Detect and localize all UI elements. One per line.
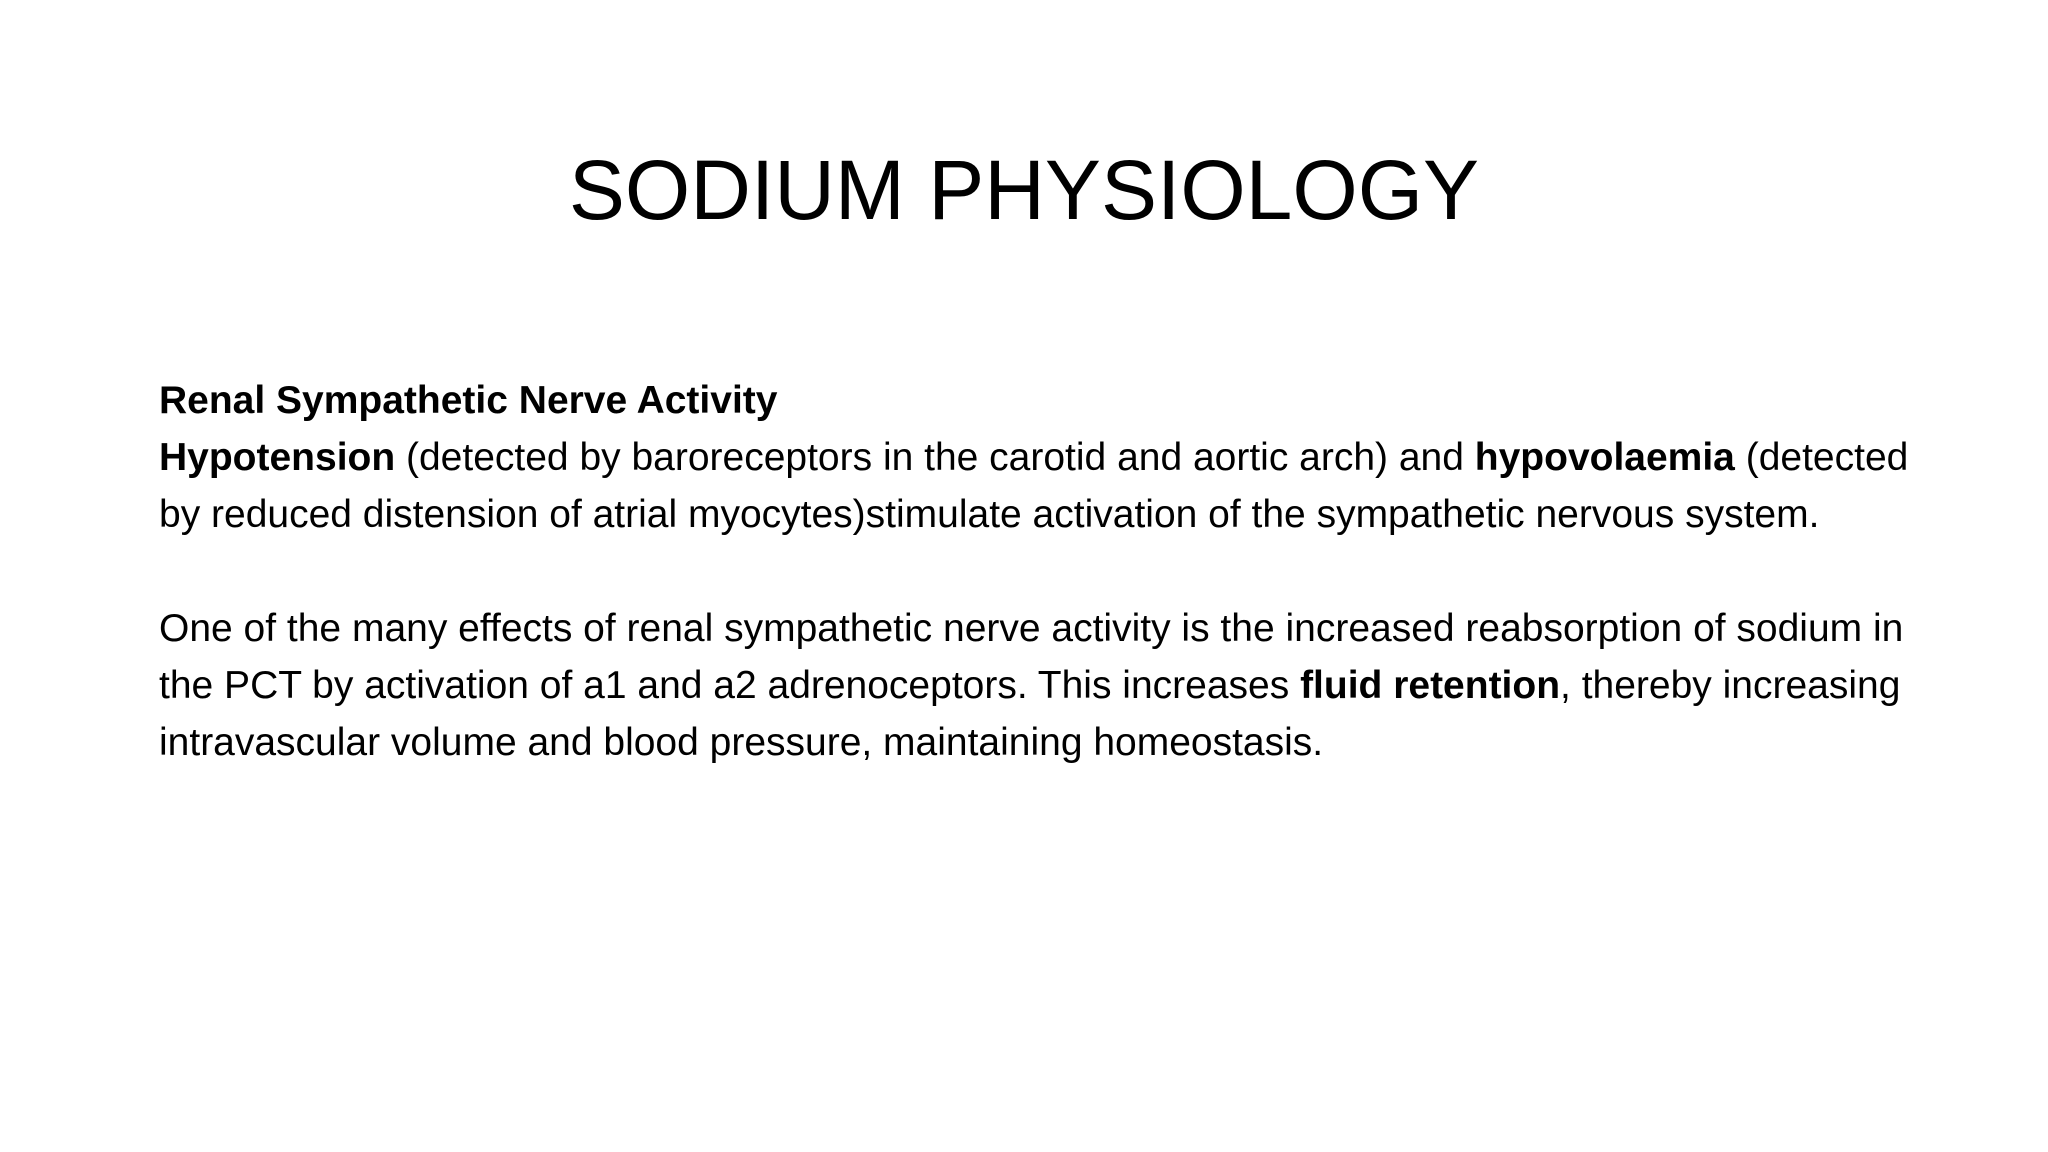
slide-title: SODIUM PHYSIOLOGY [568,143,1480,237]
paragraph1-text2: (detected by reduced distension of atrial myocytes)stimulate activation of the sympathetic nervous system. [159,436,1909,536]
term-hypotension: Hypotension [159,436,396,479]
paragraph2-text1: One of the many effects of renal sympathetic nerve activity is the increased reabsorption of sodium in the PCT by activation of a1 and a2 adrenoceptors. This increases [159,607,1904,707]
term-fluid-retention: fluid retention [1300,664,1561,707]
paragraph2-text2: , thereby increasing intravascular volume and blood pressure, maintaining homeostasis. [159,664,1901,764]
section-heading: Renal Sympathetic Nerve Activity [159,379,778,422]
paragraph-effects [159,600,1919,771]
term-hypovolaemia: hypovolaemia [1474,436,1735,479]
paragraph-renal-sympathetic [159,372,1919,543]
slide-body [159,372,1919,771]
paragraph1-text1: (detected by baroreceptors in the carotid and aortic arch) and [395,436,1475,479]
